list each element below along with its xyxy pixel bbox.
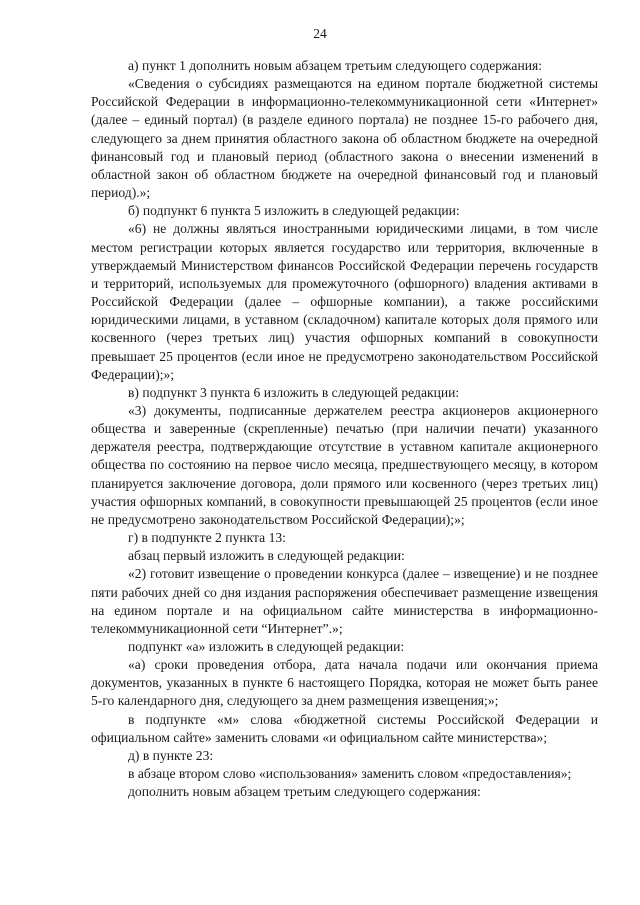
paragraph-first-abzac: абзац первый изложить в следующей редакции: [128,548,405,564]
page-number: 24 [313,26,327,41]
paragraph-d-intro: д) в пункте 23: [128,747,214,763]
paragraph-b-intro: б) подпункт 6 пункта 5 изложить в следующей редакции: [128,203,460,219]
paragraph-selection-dates: «а) сроки проведения отбора, дата начала подачи или окончания приема документов, указанных в пункте 6 настоящего Порядка, которая не может быть ранее 5-го календарного дня, следующего за днем размещения извещения;»; [91,657,598,709]
paragraph-offshore-entities: «6) не должны являться иностранными юридическими лицами, в том числе местом регистрации которых является государство или территория, включенные в утверждаемый Министерством финансов Российской Федерации перечень государств и территорий, используемых для промежуточного (офшорного) владения активами в Российской Федерации (далее – офшорные компании), а также российскими юридическими лицами, в уставном (складочном) капитале которых доля прямого или косвенного (через третьих лиц) участия офшорных компаний в совокупности превышает 25 процентов (если иное не предусмотрено законодательством Российской Федерации);»; [91,221,598,382]
paragraph-subitem-a-intro: подпункт «а» изложить в следующей редакции: [128,639,405,654]
paragraph-registry-documents: «3) документы, подписанные держателем реестра акционеров акционерного общества и заверенные (скрепленные) печатью (при наличии печати) указанного держателя реестра, подтверждающие отсутствие в уставном капитале акционерного общества по состоянию на первое число месяца, предшествующего месяцу, в котором планируется заключение договора, доли прямого или косвенного (через третьих лиц) участия офшорных компаний, в совокупности превышающей 25 процентов (если иное не предусмотрено законодательством Российской Федерации);»; [91,402,598,527]
paragraph-contest-notice: «2) готовит извещение о проведении конкурса (далее – извещение) и не позднее пяти рабочих дней со дня издания распоряжения обеспечивает размещение извещения на едином портале и на официальном сайте министерства в информационно-телекоммуникационной сети “Интернет”.»; [91,566,598,636]
paragraph-subitem-m: в подпункте «м» слова «бюджетной системы Российской Федерации и официальном сайте» заменить словами «и официальном сайте министерства»; [91,711,598,745]
paragraph-subsidy-info: «Сведения о субсидиях размещаются на едином портале бюджетной системы Российской Федерации в информационно-телекоммуникационной сети «Интернет» (далее – единый портал) (в разделе единого портала) не позднее 15-го рабочего дня, следующего за днем принятия областного закона об областном бюджете на очередной финансовый год и плановый период (областного закона о внесении изменений в областной закон об областном бюджете на очередной финансовый год и плановый период).»; [91,76,598,201]
paragraph-add-third: дополнить новым абзацем третьим следующего содержания: [128,784,481,800]
document-body [91,57,598,801]
paragraph-v-intro: в) подпункт 3 пункта 6 изложить в следующей редакции: [128,384,460,400]
paragraph-g-intro: г) в подпункте 2 пункта 13: [128,530,286,546]
paragraph-word-replace: в абзаце втором слово «использования» заменить словом «предоставления»; [128,766,572,782]
paragraph-a-intro: а) пункт 1 дополнить новым абзацем третьим следующего содержания: [128,58,543,73]
